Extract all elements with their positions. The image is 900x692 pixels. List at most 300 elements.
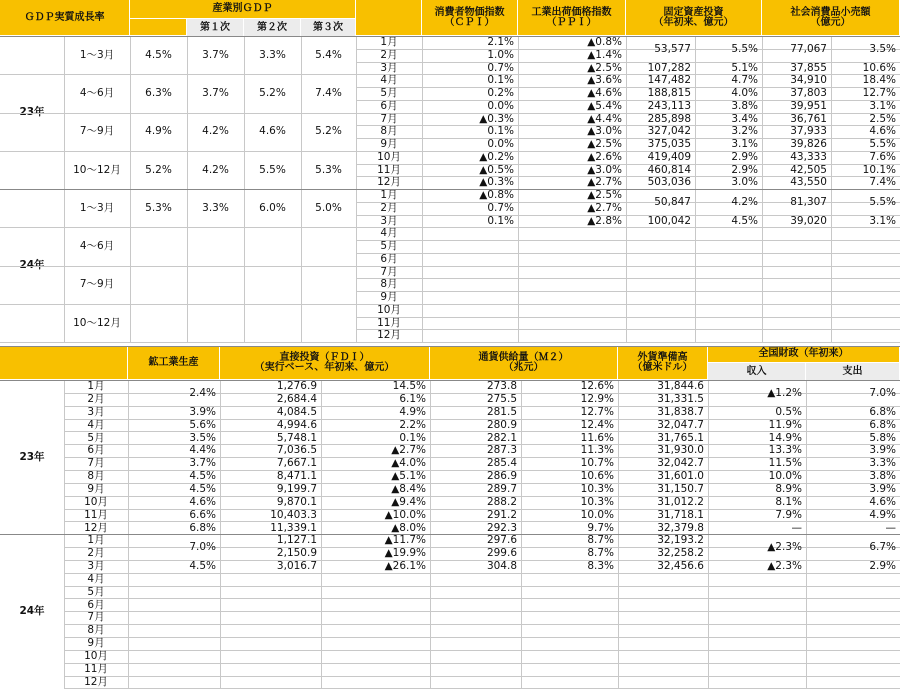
industry-secondary-value — [244, 227, 301, 265]
fx-reserves-value-text: 32,047.7 — [657, 418, 704, 431]
retail-sales-growth — [831, 227, 900, 240]
money-supply-growth-text: 12.9% — [580, 393, 614, 406]
fiscal-expenditure-value-text: 3.9% — [869, 444, 896, 457]
industry-secondary-value — [244, 266, 301, 304]
fiscal-revenue-value — [708, 650, 806, 663]
month-label-text: 11月 — [377, 316, 401, 329]
ppi-value-text: ▲3.6% — [587, 74, 622, 87]
fx-reserves-value — [618, 509, 708, 522]
fiscal-revenue-value-text: 8.1% — [775, 495, 802, 508]
industry-tertiary-value-text: 7.4% — [315, 87, 342, 100]
retail-sales-value — [762, 227, 831, 240]
fiscal-expenditure-value — [806, 624, 900, 637]
retail-sales-value — [762, 62, 831, 75]
money-supply-growth-text: 8.7% — [587, 534, 614, 547]
retail-sales-growth — [831, 240, 900, 253]
fx-reserves-value-text: 31,150.7 — [657, 482, 704, 495]
fx-reserves-value-text: 32,379.8 — [657, 521, 704, 534]
money-supply-value-text: 299.6 — [486, 547, 517, 560]
cpi-value — [422, 151, 518, 164]
ppi-value — [518, 100, 626, 113]
money-supply-growth — [521, 431, 618, 444]
month-label — [64, 663, 128, 676]
ppi-value — [518, 138, 626, 151]
month-label — [64, 637, 128, 650]
fdi-value-text: 1,127.1 — [276, 534, 317, 547]
fdi-growth-text: ▲4.0% — [391, 457, 426, 470]
cpi-value-text: 2.1% — [487, 36, 514, 49]
money-supply-value — [430, 457, 521, 470]
fiscal-revenue-header-text: 収入 — [746, 365, 767, 377]
cpi-value — [422, 240, 518, 253]
mining-production-value — [128, 624, 220, 637]
money-supply-value — [430, 470, 521, 483]
fdi-value-text: 1,276.9 — [276, 380, 317, 393]
spacer — [64, 36, 130, 74]
cpi-value — [422, 215, 518, 228]
ppi-value-text: ▲0.8% — [587, 36, 622, 49]
fixed-investment-growth — [695, 74, 762, 87]
cpi-value — [422, 36, 518, 49]
ppi-value — [518, 74, 626, 87]
ppi-value-text: ▲3.0% — [587, 125, 622, 138]
gdp-growth-value — [130, 151, 187, 189]
fiscal-revenue-value-text: ▲2.3% — [767, 560, 802, 573]
month-label-text: 12月 — [377, 329, 401, 342]
fdi-growth — [321, 406, 430, 419]
cpi-header-text: 消費者物価指数 （ＣＰＩ） — [434, 6, 505, 28]
fiscal-header-text: 全国財政（年初来） — [758, 348, 849, 359]
month-label — [356, 49, 422, 62]
gdp-growth-value — [130, 74, 187, 112]
money-supply-growth — [521, 521, 618, 534]
fixed-investment-value-text: 285,898 — [647, 112, 691, 125]
fixed-investment-value-text: 460,814 — [647, 163, 691, 176]
fdi-growth-text: ▲19.9% — [384, 547, 426, 560]
fdi-value-text: 8,471.1 — [276, 470, 317, 483]
industry-tertiary-value-text: 5.3% — [315, 163, 342, 176]
mining-production-value-text: 4.5% — [189, 470, 216, 483]
grid-line — [0, 346, 900, 347]
industry-gdp-header — [130, 0, 356, 19]
fixed-investment-value — [626, 215, 695, 228]
money-supply-growth-text: 11.3% — [580, 444, 614, 457]
cpi-value — [422, 164, 518, 177]
industry-primary-value — [187, 266, 244, 304]
grid-line — [0, 534, 900, 535]
gdp-growth-value — [130, 266, 187, 304]
money-supply-value-text: 291.2 — [486, 508, 517, 521]
fiscal-expenditure-value — [806, 444, 900, 457]
retail-sales-value — [762, 266, 831, 279]
fdi-value-text: 4,084.5 — [276, 405, 317, 418]
retail-sales-growth — [831, 317, 900, 330]
month-label — [64, 598, 128, 611]
money-supply-growth — [521, 483, 618, 496]
money-supply-value — [430, 663, 521, 676]
industry-primary-value — [187, 74, 244, 112]
fdi-value-text: 5,748.1 — [276, 431, 317, 444]
retail-sales-growth-text: 10.1% — [862, 163, 896, 176]
month-label-text: 3月 — [380, 214, 398, 227]
retail-sales-growth — [831, 113, 900, 126]
money-supply-growth-text: 10.7% — [580, 457, 614, 470]
fdi-value — [220, 444, 321, 457]
month-label-text: 8月 — [380, 278, 398, 291]
industry-primary-value-text: 4.2% — [202, 125, 229, 138]
fdi-growth — [321, 573, 430, 586]
money-supply-growth-text: 10.0% — [580, 508, 614, 521]
fx-reserves-value — [618, 431, 708, 444]
retail-sales-value — [762, 278, 831, 291]
fiscal-revenue-value — [708, 573, 806, 586]
fx-reserves-value — [618, 521, 708, 534]
fdi-value-text: 3,016.7 — [276, 560, 317, 573]
fx-reserves-value-text: 31,844.6 — [657, 380, 704, 393]
retail-sales-value-text: 39,951 — [790, 99, 827, 112]
money-supply-value-text: 275.5 — [486, 393, 517, 406]
fiscal-revenue-value — [708, 406, 806, 419]
industry-secondary-value — [244, 74, 301, 112]
fdi-growth — [321, 509, 430, 522]
fdi-value — [220, 676, 321, 689]
month-label-text: 7月 — [87, 611, 105, 624]
fiscal-expenditure-value-text: 3.8% — [869, 470, 896, 483]
month-label — [64, 547, 128, 560]
month-label-text: 5月 — [87, 585, 105, 598]
fdi-value — [220, 419, 321, 432]
mining-production-value — [128, 650, 220, 663]
mining-production-value — [128, 611, 220, 624]
fdi-value — [220, 483, 321, 496]
fiscal-expenditure-value-text: 6.8% — [869, 418, 896, 431]
month-label — [356, 317, 422, 330]
ppi-value — [518, 176, 626, 189]
retail-sales-growth-text: 12.7% — [862, 87, 896, 100]
industry-secondary-value-text: 5.5% — [259, 163, 286, 176]
fiscal-expenditure-value-text: 5.8% — [869, 431, 896, 444]
cpi-value — [422, 253, 518, 266]
quarter-label-text: 1～3月 — [79, 48, 115, 61]
retail-sales-value — [762, 125, 831, 138]
retail-sales-growth — [831, 189, 900, 215]
fdi-value — [220, 611, 321, 624]
industry-primary-value-text: 3.3% — [202, 201, 229, 214]
month-label — [64, 393, 128, 406]
ppi-header — [518, 0, 626, 36]
month-label-text: 10月 — [84, 495, 108, 508]
quarter-label — [64, 151, 130, 189]
fdi-value-text: 9,199.7 — [276, 482, 317, 495]
month-label — [356, 113, 422, 126]
month-label-text: 1月 — [380, 189, 398, 202]
fx-reserves-value — [618, 676, 708, 689]
fdi-growth-text: ▲8.0% — [391, 521, 426, 534]
ppi-value — [518, 317, 626, 330]
month-header-blank — [356, 0, 422, 36]
grid-line — [0, 36, 900, 37]
industry-secondary-value — [244, 36, 301, 74]
fx-reserves-value-text: 31,930.0 — [657, 444, 704, 457]
retail-sales-growth-text: 3.1% — [869, 214, 896, 227]
grid-line — [64, 688, 900, 689]
ppi-value-text: ▲5.4% — [587, 99, 622, 112]
money-supply-value-text: 292.3 — [486, 521, 517, 534]
month-label — [356, 138, 422, 151]
fx-reserves-value-text: 31,838.7 — [657, 405, 704, 418]
fdi-value — [220, 650, 321, 663]
fixed-investment-growth-text: 5.1% — [731, 61, 758, 74]
fdi-value-text: 10,403.3 — [270, 508, 317, 521]
mining-production-value — [128, 444, 220, 457]
month-label-text: 3月 — [87, 560, 105, 573]
fiscal-revenue-value-text: 14.9% — [768, 431, 802, 444]
cpi-value — [422, 74, 518, 87]
ppi-value — [518, 215, 626, 228]
fx-reserves-value — [618, 457, 708, 470]
month-label-text: 12月 — [377, 176, 401, 189]
retail-sales-value-text: 37,933 — [790, 125, 827, 138]
month-label — [64, 380, 128, 393]
fdi-growth-text: ▲11.7% — [384, 534, 426, 547]
month-label-text: 9月 — [380, 291, 398, 304]
fixed-investment-value — [626, 176, 695, 189]
fx-reserves-value-text: 31,601.0 — [657, 470, 704, 483]
money-supply-growth — [521, 676, 618, 689]
cpi-value — [422, 304, 518, 317]
fx-reserves-value — [618, 663, 708, 676]
fx-reserves-value-text: 32,042.7 — [657, 457, 704, 470]
retail-sales-growth-text: 3.1% — [869, 99, 896, 112]
month-label-text: 1月 — [87, 380, 105, 393]
fdi-value — [220, 663, 321, 676]
retail-sales-growth — [831, 36, 900, 62]
mining-production-value-text: 4.6% — [189, 495, 216, 508]
fixed-investment-growth — [695, 100, 762, 113]
fiscal-expenditure-value — [806, 534, 900, 560]
fdi-growth-text: 2.2% — [399, 418, 426, 431]
month-label — [356, 100, 422, 113]
mining-production-value — [128, 470, 220, 483]
month-label — [64, 406, 128, 419]
fiscal-revenue-value — [708, 663, 806, 676]
industry-primary-value — [187, 227, 244, 265]
gdp-growth-value — [130, 227, 187, 265]
year-label-text: 23年 — [19, 450, 45, 463]
retail-sales-growth — [831, 74, 900, 87]
money-supply-value — [430, 560, 521, 573]
fdi-growth — [321, 547, 430, 560]
retail-sales-value-text: 34,910 — [790, 74, 827, 87]
fx-reserves-value — [618, 611, 708, 624]
month-label — [356, 329, 422, 342]
month-label-text: 10月 — [84, 650, 108, 663]
retail-sales-value — [762, 138, 831, 151]
month-label — [356, 202, 422, 215]
retail-sales-growth — [831, 304, 900, 317]
retail-sales-value — [762, 291, 831, 304]
retail-sales-value-text: 39,826 — [790, 138, 827, 151]
industry-primary-value — [187, 189, 244, 227]
fiscal-expenditure-value — [806, 419, 900, 432]
fixed-investment-value-text: 375,035 — [647, 138, 691, 151]
retail-sales-growth — [831, 329, 900, 342]
industry-primary-value-text: 3.7% — [202, 48, 229, 61]
cpi-value-text: 0.2% — [487, 87, 514, 100]
month-label — [64, 534, 128, 547]
fx-reserves-value — [618, 534, 708, 547]
industry-header-spacer — [130, 19, 187, 36]
ppi-value-text: ▲1.4% — [587, 48, 622, 61]
retail-sales-growth-text: 3.5% — [869, 42, 896, 55]
month-label — [64, 650, 128, 663]
fdi-value — [220, 573, 321, 586]
year-label — [0, 534, 64, 688]
retail-sales-value-text: 81,307 — [790, 195, 827, 208]
money-supply-growth-text: 12.6% — [580, 380, 614, 393]
money-supply-value — [430, 509, 521, 522]
fixed-investment-growth-text: 2.9% — [731, 163, 758, 176]
fixed-investment-value — [626, 240, 695, 253]
month-label-text: 2月 — [87, 547, 105, 560]
month-label-text: 7月 — [380, 265, 398, 278]
mining-production-value-text: 5.6% — [189, 418, 216, 431]
fiscal-expenditure-value — [806, 509, 900, 522]
month-label-text: 2月 — [380, 201, 398, 214]
fiscal-revenue-value — [708, 431, 806, 444]
quarter-label — [64, 266, 130, 304]
fx-reserves-value — [618, 586, 708, 599]
month-label — [356, 164, 422, 177]
fdi-growth-text: ▲5.1% — [391, 470, 426, 483]
mining-production-header — [128, 346, 220, 380]
fiscal-expenditure-value-text: 6.8% — [869, 405, 896, 418]
industry-tertiary-value — [301, 304, 356, 342]
ppi-value — [518, 113, 626, 126]
fiscal-expenditure-value — [806, 598, 900, 611]
retail-sales-growth-text: 18.4% — [862, 74, 896, 87]
fx-reserves-value-text: 32,193.2 — [657, 534, 704, 547]
mining-production-value-text: 2.4% — [189, 386, 216, 399]
cpi-value-text: 1.0% — [487, 48, 514, 61]
retail-sales-value-text: 36,761 — [790, 112, 827, 125]
money-supply-value — [430, 406, 521, 419]
fiscal-revenue-value — [708, 624, 806, 637]
fx-reserves-value — [618, 393, 708, 406]
fixed-investment-value-text: 419,409 — [647, 150, 691, 163]
month-label — [356, 304, 422, 317]
fx-reserves-value — [618, 496, 708, 509]
money-supply-growth-text: 12.4% — [580, 418, 614, 431]
fiscal-expenditure-value — [806, 431, 900, 444]
retail-sales-value — [762, 87, 831, 100]
mining-production-value — [128, 431, 220, 444]
month-label-text: 5月 — [380, 87, 398, 100]
fdi-growth-text: ▲10.0% — [384, 508, 426, 521]
month-label — [356, 227, 422, 240]
cpi-value-text: ▲0.8% — [479, 189, 514, 202]
fixed-investment-value-text: 53,577 — [654, 42, 691, 55]
fdi-growth — [321, 586, 430, 599]
month-label — [64, 521, 128, 534]
mining-production-value — [128, 573, 220, 586]
fiscal-revenue-value-text: — — [791, 521, 802, 534]
cpi-value-text: 0.1% — [487, 214, 514, 227]
fdi-growth — [321, 457, 430, 470]
gdp-growth-value — [130, 189, 187, 227]
fdi-value-text: 11,339.1 — [270, 521, 317, 534]
retail-sales-header — [762, 0, 900, 36]
fiscal-revenue-value — [708, 483, 806, 496]
mining-production-value — [128, 496, 220, 509]
fdi-header — [220, 346, 430, 380]
money-supply-value — [430, 393, 521, 406]
fdi-growth-text: ▲9.4% — [391, 495, 426, 508]
industry-primary-value-text: 3.7% — [202, 87, 229, 100]
ppi-value — [518, 87, 626, 100]
industry-gdp-header-text: 産業別ＧＤＰ — [212, 3, 273, 14]
fdi-value — [220, 521, 321, 534]
fixed-investment-growth-text: 3.4% — [731, 112, 758, 125]
month-label-text: 7月 — [87, 457, 105, 470]
retail-sales-value — [762, 304, 831, 317]
industry-tertiary-value — [301, 189, 356, 227]
mining-production-value — [128, 598, 220, 611]
fdi-growth — [321, 380, 430, 393]
cpi-value-text: 0.1% — [487, 74, 514, 87]
industry-secondary-value — [244, 151, 301, 189]
fixed-investment-value — [626, 74, 695, 87]
fx-reserves-value-text: 31,331.5 — [657, 393, 704, 406]
month-label — [356, 176, 422, 189]
industry-secondary-value — [244, 304, 301, 342]
fdi-value-text: 2,150.9 — [276, 547, 317, 560]
month-label — [64, 431, 128, 444]
fiscal-header — [708, 346, 900, 363]
fdi-growth — [321, 431, 430, 444]
month-label — [356, 215, 422, 228]
money-supply-growth — [521, 586, 618, 599]
fixed-investment-value — [626, 62, 695, 75]
money-supply-value-text: 286.9 — [486, 470, 517, 483]
money-supply-value — [430, 521, 521, 534]
month-label — [356, 125, 422, 138]
fdi-value — [220, 598, 321, 611]
money-supply-growth — [521, 663, 618, 676]
year-label-text: 23年 — [19, 106, 45, 119]
month-label-text: 2月 — [87, 393, 105, 406]
money-supply-value — [430, 419, 521, 432]
industry-tertiary-header — [301, 19, 356, 36]
money-supply-header-text: 通貨供給量（Ｍ２） （兆元） — [478, 351, 569, 373]
ppi-value — [518, 278, 626, 291]
fdi-value — [220, 393, 321, 406]
mining-production-value — [128, 483, 220, 496]
quarter-label — [64, 189, 130, 227]
ppi-header-text: 工業出荷価格指数 （ＰＰＩ） — [531, 6, 612, 28]
fiscal-revenue-value — [708, 470, 806, 483]
fdi-growth-text: ▲8.4% — [391, 482, 426, 495]
money-supply-growth-text: 10.6% — [580, 470, 614, 483]
mining-production-value — [128, 637, 220, 650]
fixed-investment-growth — [695, 240, 762, 253]
cpi-value — [422, 317, 518, 330]
fiscal-revenue-value — [708, 444, 806, 457]
mining-production-value-text: 3.9% — [189, 405, 216, 418]
cpi-value-text: ▲0.5% — [479, 163, 514, 176]
month-label-text: 4月 — [87, 572, 105, 585]
fiscal-revenue-value-text: 7.9% — [775, 508, 802, 521]
